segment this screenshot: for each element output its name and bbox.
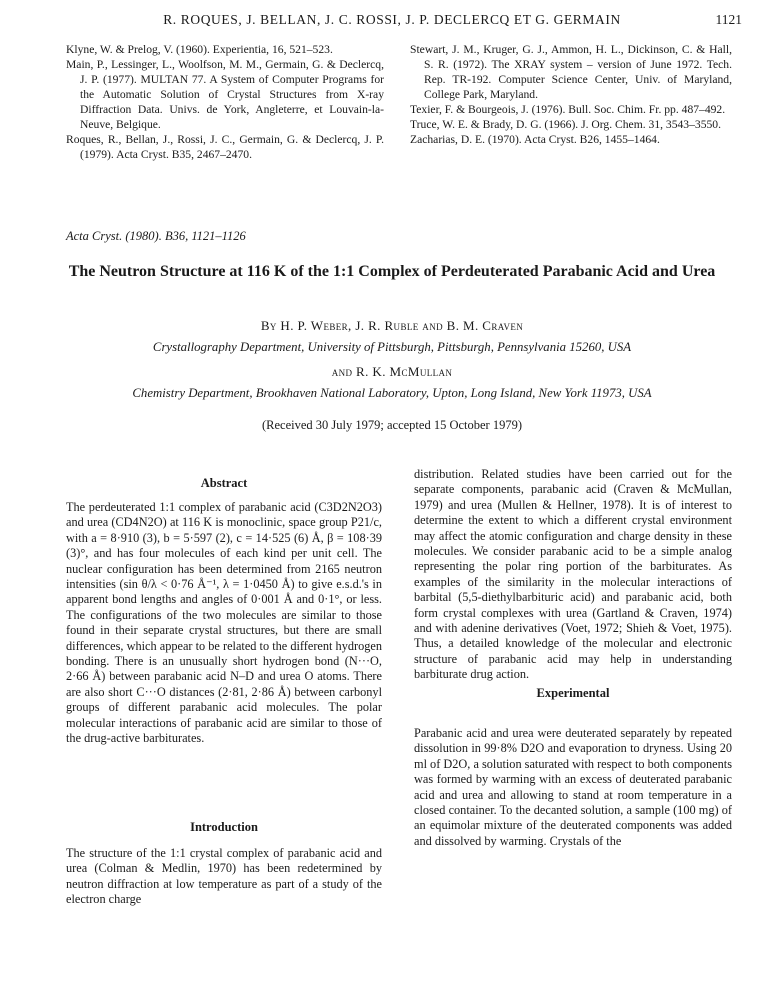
abstract-heading: Abstract xyxy=(200,476,248,490)
reference-item: Truce, W. E. & Brady, D. G. (1966). J. Org. Chem. 31, 3543–3550. xyxy=(410,118,721,131)
affiliation: Chemistry Department, Brookhaven National Laboratory, Upton, Long Island, New York 11973, USA xyxy=(132,386,652,400)
reference-item: Klyne, W. & Prelog, V. (1960). Experientia, 16, 521–523. xyxy=(66,43,333,56)
reference-list-right xyxy=(410,42,732,147)
experimental-text xyxy=(414,726,732,849)
reference-list-left xyxy=(66,42,384,162)
affiliation: Crystallography Department, University of Pittsburgh, Pittsburgh, Pennsylvania 15260, USA xyxy=(152,340,632,354)
introduction-text xyxy=(66,846,382,908)
reference-item: Main, P., Lessinger, L., Woolfson, M. M., Germain, G. & Declercq, J. P. (1977). MULTAN 77. A System of Computer Programs for the Automatic Solution of Crystal Structures from X-ray Diffraction Data. Univs. de York, Angleterre, et Louvain-la-Neuve, Belgique. xyxy=(66,58,384,131)
article-title: The Neutron Structure at 116 K of the 1:1 Complex of Perdeuterated Parabanic Acid and Urea xyxy=(68,263,716,280)
experimental-paragraph: Parabanic acid and urea were deuterated separately by repeated dissolution in 99·8% D2O and evaporation to dryness. Using 20 ml of D2O, a solution saturated with respect to both components was formed by warming with an excess of deuterated parabanic acid and urea and allowing to stand at room temperature in a closed container. To the decanted solution, a sample (100 mg) of an equimolar mixture of the deuterated components was added and dissolved by warming. Crystals of the xyxy=(414,726,732,848)
introduction-paragraph: The structure of the 1:1 crystal complex of parabanic acid and urea (Colman & Medlin, 1970) has been redetermined by neutron diffraction at low temperature as part of a study of the electron charge xyxy=(66,846,382,907)
introduction-heading: Introduction xyxy=(190,820,258,834)
reference-item: Stewart, J. M., Kruger, G. J., Ammon, H. L., Dickinson, C. & Hall, S. R. (1972). The XRAY system – version of June 1972. Tech. Rep. TR-192. Computer Science Center, Univ. of Maryland, College Park, Maryland. xyxy=(410,43,732,101)
running-head: R. ROQUES, J. BELLAN, J. C. ROSSI, J. P. DECLERCQ ET G. GERMAIN xyxy=(163,12,621,27)
reference-item: Zacharias, D. E. (1970). Acta Cryst. B26, 1455–1464. xyxy=(410,133,660,146)
author-line: and R. K. McMullan xyxy=(331,364,453,379)
received-dates: (Received 30 July 1979; accepted 15 October 1979) xyxy=(262,418,522,432)
experimental-heading: Experimental xyxy=(536,686,610,700)
author-line: By H. P. Weber, J. R. Ruble and B. M. Craven xyxy=(260,318,524,333)
page-number: 1121 xyxy=(715,12,742,27)
article-citation: Acta Cryst. (1980). B36, 1121–1126 xyxy=(66,229,246,243)
intro-continued-paragraph: distribution. Related studies have been carried out for the separate components, parabanic acid (Craven & McMullan, 1979) and urea (Mullen & Hellner, 1978). It is of interest to determine the extent to which a different crystal environment may affect the atomic configuration and charge density in these molecules. We consider parabanic acid to be a simple analog representing the polar ring portion of the barbiturates. As examples of the similarity in the molecular interactions of barbital (5,5-diethylbarbituric acid) and parabanic acid, both form crystal complexes with urea (Gartland & Craven, 1974) and with adenine derivatives (Voet, 1972; Shieh & Voet, 1975). Thus, a detailed knowledge of the molecular and electronic structure of parabanic acid may help in understanding barbiturate drug action. xyxy=(414,467,732,682)
reference-item: Texier, F. & Bourgeois, J. (1976). Bull. Soc. Chim. Fr. pp. 487–492. xyxy=(410,103,726,116)
intro-continued-text xyxy=(414,467,732,683)
reference-item: Roques, R., Bellan, J., Rossi, J. C., Germain, G. & Declercq, J. P. (1979). Acta Cryst. B35, 2467–2470. xyxy=(66,133,384,161)
abstract-text xyxy=(66,500,382,747)
abstract-paragraph: The perdeuterated 1:1 complex of parabanic acid (C3D2N2O3) and urea (CD4N2O) at 116 K is monoclinic, space group P21/c, with a = 8·910 (3), b = 5·597 (2), c = 14·525 (6) Å, β = 108·39 (3)°, and has four molecules of each kind per unit cell. The nuclear configuration has been determined from 2165 neutron intensities (sin θ/λ < 0·76 Å⁻¹, λ = 1·0450 Å) to give e.s.d.'s in apparent bond lengths and angles of 0·001 Å and 0·1°, or less. The configurations of the two molecules are similar to those found in their separate crystal structures, but there are small differences, which appear to be related to the different hydrogen bonding. There is an unusually short hydrogen bond (N···O, 2·66 Å) between parabanic acid N–D and urea O atoms. There are also short C···O distances (2·81, 2·86 Å) between carbonyl groups of different parabanic acid molecules. The polar molecular interactions of parabanic acid are similar to those of the drug-active barbiturates. xyxy=(66,500,382,746)
